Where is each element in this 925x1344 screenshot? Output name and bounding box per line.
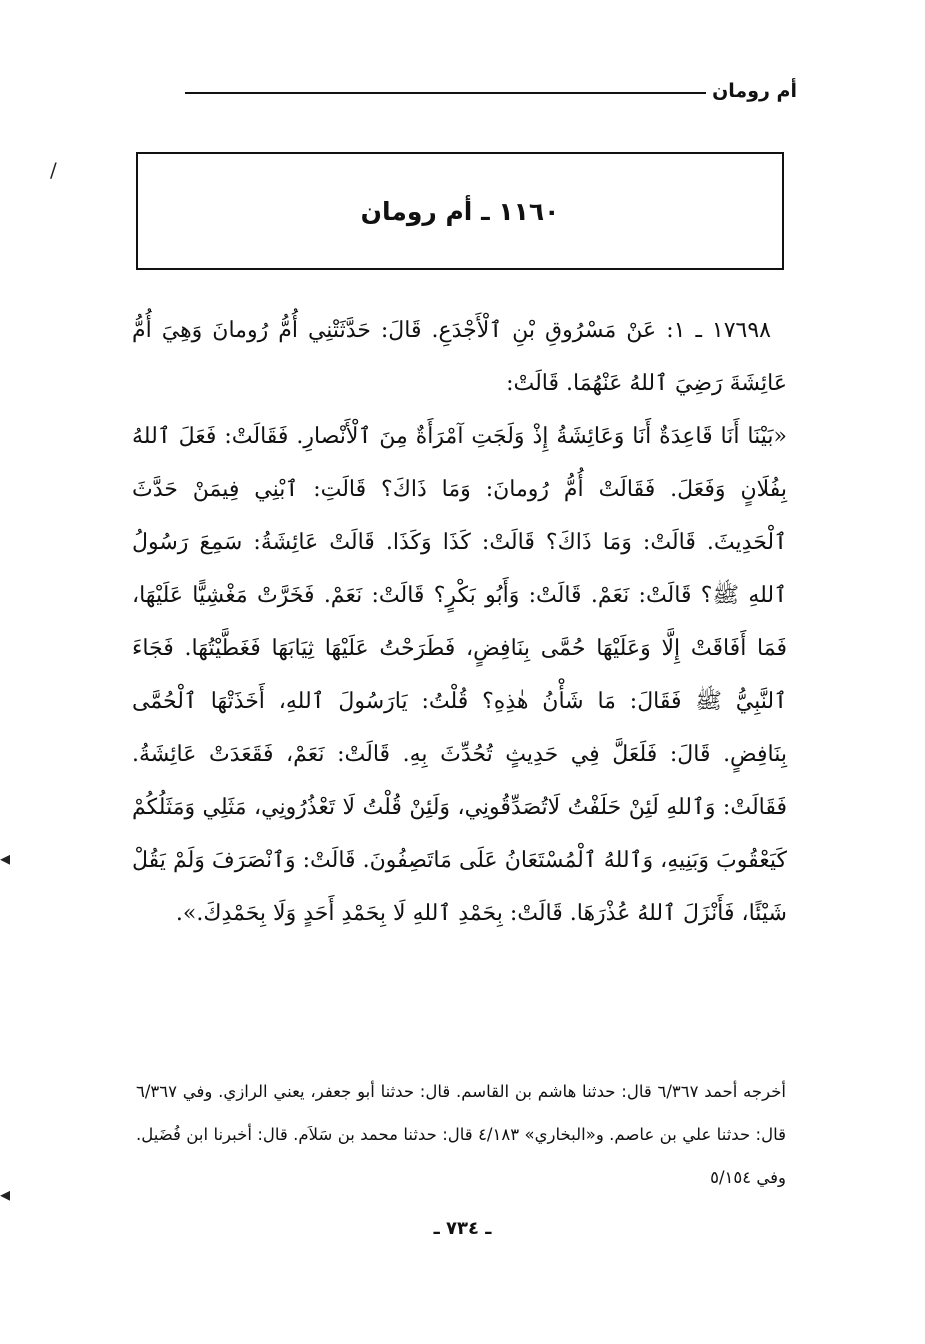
hadith-body: «بَيْنَا أَنَا قَاعِدَةٌ أَنَا وَعَائِشَةُ إِذْ وَلَجَتِ آمْرَأَةٌ مِنَ ٱلْأَنْصارِ. فَقَالَتْ: فَعَلَ ٱللهُ بِفُلَانٍ وَفَعَلَ. فَقَالَتْ أُمُّ رُومانَ: وَمَا ذَاكَ؟ قَالَتِ: ٱبْنِي فِيمَنْ حَدَّثَ ٱلْحَدِيثَ. قَالَتْ: وَمَا ذَاكَ؟ قَالَتْ: كَذَا وَكَذَا. قَالَتْ عَائِشَةُ: سَمِعَ رَسُولُ ٱللهِ ﷺ؟ قَالَتْ: نَعَمْ. قَالَتْ: وَأَبُو بَكْرٍ؟ قَالَتْ: نَعَمْ. فَخَرَّتْ مَغْشِيًّا عَلَيْهَا، فَمَا أَفَاقَتْ إِلَّا وَعَلَيْهَا حُمَّى بِنَافِضٍ، فَطَرَحْتُ عَلَيْهَا ثِيَابَهَا فَغَطَّيْتُهَا. فَجَاءَ ٱلنَّبِيُّ ﷺ فَقَالَ: مَا شَأْنُ هٰذِهِ؟ قُلْتُ: يَارَسُولَ ٱللهِ، أَخَذَتْهَا ٱلْحُمَّى بِنَافِضٍ. قَالَ: فَلَعَلَّ فِي حَدِيثٍ تُحُدِّثَ بِهِ. قَالَتْ: نَعَمْ، فَقَعَدَتْ عَائِشَةُ. فَقَالَتْ: وَٱللهِ لَئِنْ حَلَفْتُ لَاتُصَدِّقُونِي، وَلَئِنْ قُلْتُ لَا تَعْذُرُونِي، مَثَلِي وَمَثَلُكُمْ كَيَعْقُوبَ وَبَنِيهِ، وَٱللهُ ٱلْمُسْتَعَانُ عَلَى مَاتَصِفُونَ. قَالَتْ: وَٱنْصَرَفَ وَلَمْ يَقُلْ شَيْئًا، فَأَنْزَلَ ٱللهُ عُذْرَهَا. قَالَتْ: بِحَمْدِ ٱللهِ لَا بِحَمْدِ أَحَدٍ وَلَا بِحَمْدِكَ.». [132, 424, 787, 926]
margin-mark-top: / [50, 158, 57, 182]
page-number: ـ ٧٣٤ ـ [433, 1218, 492, 1239]
chapter-title: ١١٦٠ ـ أم رومان [360, 196, 560, 226]
hadith-text [132, 304, 787, 940]
running-head-rule [185, 92, 706, 94]
margin-mark-mid: ◂ [0, 846, 11, 870]
margin-mark-low: ◂ [0, 1182, 11, 1206]
takhrij-notes: أخرجه أحمد ٦/٣٦٧ قال: حدثنا هاشم بن القاسم. قال: حدثنا أبو جعفر، يعني الرازي. وفي ٦/٣٦٧ قال: حدثنا علي بن عاصم. و«البخاري» ٤/١٨٣ قال: حدثنا محمد بن سَلاَم. قال: أخبرنا ابن فُضَيل. وفي ٥/١٥٤ [136, 1082, 787, 1187]
hadith-isnad: ١٧٦٩٨ ـ ١: عَنْ مَسْرُوقِ بْنِ ٱلْأَجْدَعِ. قَالَ: حَدَّثَتْنِي أُمُّ رُومانَ وَهِيَ أُمُّ عَائِشَةَ رَضِيَ ٱللهُ عَنْهُمَا. قَالَتْ: [132, 318, 787, 396]
running-head [185, 80, 797, 102]
chapter-title-box [136, 152, 784, 270]
running-head-title: أم رومان [712, 80, 797, 102]
